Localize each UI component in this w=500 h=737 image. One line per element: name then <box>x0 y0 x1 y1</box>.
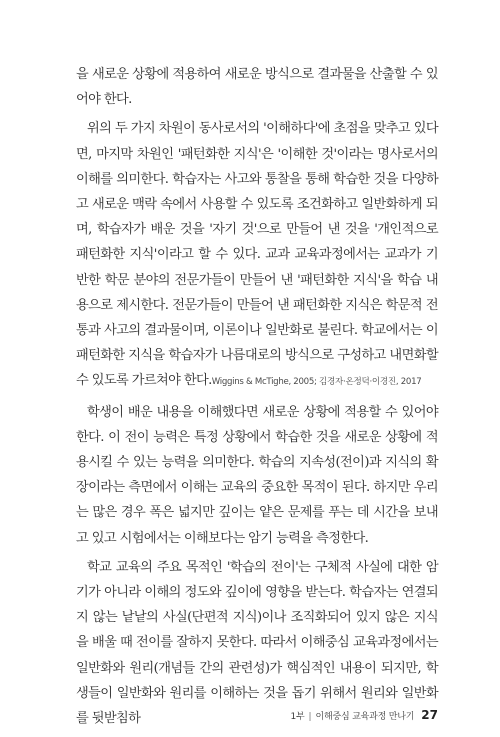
paragraph-continuation <box>76 62 438 112</box>
paragraph-text: 학생이 배운 내용을 이해했다면 새로운 상황에 적용할 수 있어야 한다. 이 전이 능력은 특정 상황에서 학습한 것을 새로운 상황에 적용시킬 수 있는 능력을 의미한다. 학습의 지속성(전이)과 지식의 확장이라는 측면에서 이해는 교육의 중요한 목적이 된다. 하지만 우리는 많은 경우 폭은 넓지만 깊이는 얕은 문제를 푸는 데 시간을 보내고 있고 시험에서는 이해보다는 암기 능력을 측정한다. <box>76 404 438 546</box>
page-footer <box>290 708 438 722</box>
citation: Wiggins & McTighe, 2005; 김경자·온정덕·이경진, 2017 <box>211 377 422 388</box>
footer-chapter-title: 이해중심 교육과정 만나기 <box>315 712 415 722</box>
paragraph-learning-transfer <box>76 555 438 731</box>
footer-separator: | <box>308 712 312 722</box>
paragraph-text: 을 새로운 상황에 적용하여 새로운 방식으로 결과물을 산출할 수 있어야 한다. <box>76 67 438 108</box>
paragraph-transfer-ability <box>76 400 438 551</box>
paragraph-understanding-dimensions <box>76 116 438 395</box>
paragraph-text: 위의 두 가지 차원이 동사로서의 '이해하다'에 초점을 맞추고 있다면, 마지막 차원인 '패턴화한 지식'은 '이해한 것'이라는 명사로서의 이해를 의미한다. 학습자는 사고와 통찰을 통해 학습한 것을 다양하고 새로운 맥락 속에서 사용할 수 있도록 조건화하고 일반화하게 되며, 학습자가 배운 것을 '자기 것'으로 만들어 낸 것을 '개인적으로 패턴화한 지식'이라고 할 수 있다. 교과 교육과정에서는 교과가 기반한 학문 분야의 전문가들이 만들어 낸 '패턴화한 지식'을 학습 내용으로 제시한다. 전문가들이 만들어 낸 패턴화한 지식은 학문적 전통과 사고의 결과물이며, 이론이나 일반화로 불린다. 학교에서는 이 패턴화한 지식을 학습자가 나름대로의 방식으로 구성하고 내면화할 수 있도록 가르쳐야 한다. <box>76 121 438 389</box>
paragraph-text: 학교 교육의 주요 목적인 '학습의 전이'는 구체적 사실에 대한 암기가 아니라 이해의 정도와 깊이에 영향을 받는다. 학습자는 연결되지 않는 낱낱의 사실(단편적 지식)이나 조직화되어 있지 않은 지식을 배울 때 전이를 잘하지 못한다. 따라서 이해중심 교육과정에서는 일반화와 원리(개념들 간의 관련성)가 핵심적인 내용이 되지만, 학생들이 일반화와 원리를 이해하는 것을 돕기 위해서 원리와 일반화를 뒷받침하 <box>76 559 438 727</box>
page-number: 27 <box>421 708 438 722</box>
body-text <box>76 62 438 731</box>
footer-part-label: 1부 <box>290 712 305 722</box>
